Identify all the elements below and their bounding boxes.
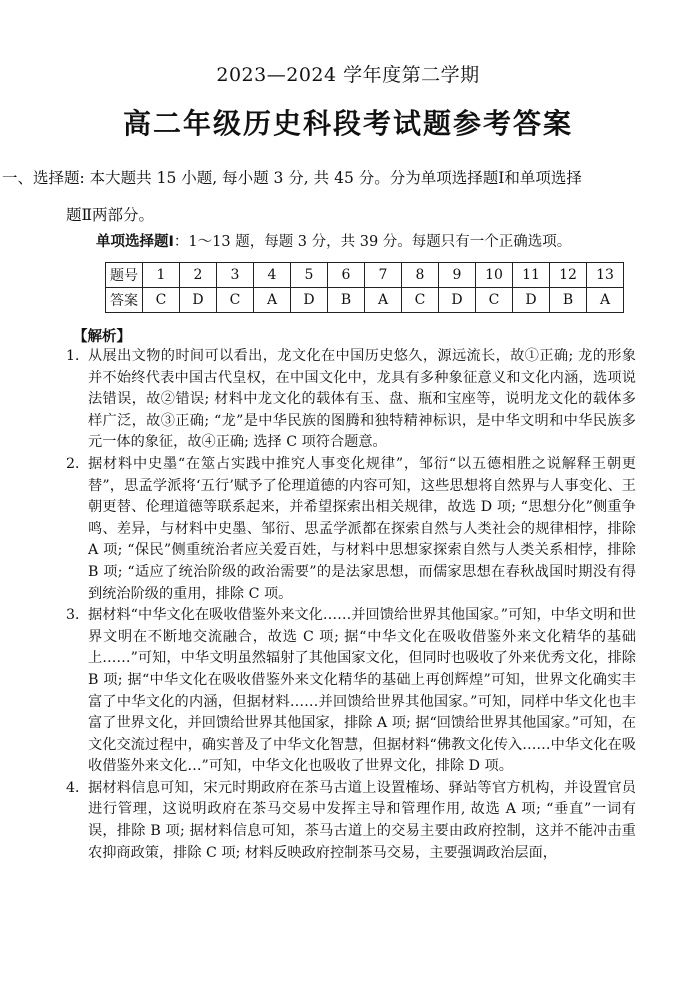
q-num: 5 [291, 263, 328, 288]
subtitle-bold: 单项选择题Ⅰ [96, 234, 174, 250]
q-num: 12 [550, 263, 587, 288]
answer-table [105, 262, 624, 313]
answer-cell: C [402, 288, 439, 313]
answer-cell: A [365, 288, 402, 313]
answer-cell: C [143, 288, 180, 313]
row-label-answers: 答案 [106, 288, 143, 313]
item-number: 1． [66, 348, 90, 364]
subtitle-rest: ：1～13 题，每题 3 分，共 39 分。每题只有一个正确选项。 [173, 234, 572, 250]
analysis-item [66, 778, 636, 864]
answer-cell: D [513, 288, 550, 313]
item-number: 4． [66, 779, 90, 796]
section-1-continuation: 题Ⅱ两部分。 [66, 206, 155, 224]
item-text: 据材料“中华文化在吸收借鉴外来文化……并回馈给世界其他国家。”可知，中华文明和世界文明在不断地交流融合，故选 C 项; 据“中华文化在吸收借鉴外来文化精华的基础上……”可知，中华文明虽然辐射了其他国家文化，但同时也吸收了外来优秀文化，排除 B 项; 据“中华文化在吸收借鉴外来文化精华的基础上再创辉煌”可知，世界文化确实丰富了中华文化的内涵，但据材料……并回馈给世界其他国家。”可知，同样中华文化也丰富了世界文化，并回馈给世界其他国家，排除 A 项; 据“回馈给世界其他国家。”可知，在文化交流过程中，确实普及了中华文化智慧，但据材料“佛教文化传入……中华文化在吸收借鉴外来文化…”可知，中华文化也吸收了世界文化，排除 D 项。 [88, 607, 636, 775]
term-line: 2023—2024 学年度第二学期 [216, 64, 480, 86]
q-num: 11 [513, 263, 550, 288]
answer-cell: B [328, 288, 365, 313]
question-number-row [106, 263, 624, 288]
page-title: 高二年级历史科段考试题参考答案 [122, 107, 573, 140]
item-text: 从展出文物的时间可以看出，龙文化在中国历史悠久，源远流长，故①正确; 龙的形象并不始终代表中国古代皇权，在中国文化中，龙具有多种象征意义和文化内涵，选项说法错误，故②错误; 材料中龙文化的载体有玉、盘、瓶和宝座等，说明龙文化的载体多样广泛，故③正确; “龙”是中华民族的图腾和独特精神标识，是中华文明和中华民族多元一体的象征，故④正确; 选择 C 项符合题意。 [88, 348, 636, 451]
item-text: 据材料中史墨“在筮占实践中推究人事变化规律”，邹衍“以五德相胜之说解释王朝更替”，思孟学派将‘五行’赋予了伦理道德的内容可知，这些思想将自然界与人事变化、王朝更替、伦理道德等联系起来，并希望探索出相关规律，故选 D 项; “思想分化”侧重争鸣、差异，与材料中史墨、邹衍、思孟学派都在探索自然与人类社会的规律相悖，排除 A 项; “保民”侧重统治者应关爱百姓，与材料中思想家探索自然与人类关系相悖，排除 B 项; “适应了统治阶级的政治需要”的是法家思想，而儒家思想在春秋战国时期没有得到统治阶级的重用，排除 C 项。 [88, 455, 636, 602]
item-number: 2． [66, 455, 90, 472]
item-number: 3． [66, 607, 90, 624]
q-num: 13 [587, 263, 624, 288]
answer-cell: D [439, 288, 476, 313]
answer-cell: C [476, 288, 513, 313]
single-choice-subtitle [96, 230, 636, 251]
answer-cell: B [550, 288, 587, 313]
q-num: 9 [439, 263, 476, 288]
q-num: 7 [365, 263, 402, 288]
answer-row [106, 288, 624, 313]
q-num: 2 [180, 263, 217, 288]
answer-cell: A [254, 288, 291, 313]
q-num: 10 [476, 263, 513, 288]
answer-cell: A [587, 288, 624, 313]
answer-cell: D [180, 288, 217, 313]
analysis-item [66, 454, 636, 605]
item-text: 据材料信息可知，宋元时期政府在茶马古道上设置榷场、驿站等官方机构，并设置官员进行管理，这说明政府在茶马交易中发挥主导和管理作用, 故选 A 项; “垂直”一词有误，排除 B 项; 据材料信息可知，茶马古道上的交易主要由政府控制，这并不能冲击重农抑商政策，排除 C 项; 材料反映政府控制茶马交易，主要强调政治层面， [88, 779, 636, 861]
q-num: 3 [217, 263, 254, 288]
section-1-lead: 一、选择题: 本大题共 15 小题, 每小题 3 分, 共 45 分。分为单项选择题Ⅰ和单项选择 [2, 169, 582, 187]
row-label-numbers: 题号 [106, 263, 143, 288]
q-num: 1 [143, 263, 180, 288]
q-num: 8 [402, 263, 439, 288]
section-1-intro [2, 160, 636, 234]
q-num: 6 [328, 263, 365, 288]
answer-cell: D [291, 288, 328, 313]
analysis-list [66, 346, 636, 864]
analysis-item [66, 346, 636, 454]
q-num: 4 [254, 263, 291, 288]
analysis-heading: 【解析】 [73, 329, 131, 345]
analysis-item [66, 605, 636, 778]
answer-cell: C [217, 288, 254, 313]
